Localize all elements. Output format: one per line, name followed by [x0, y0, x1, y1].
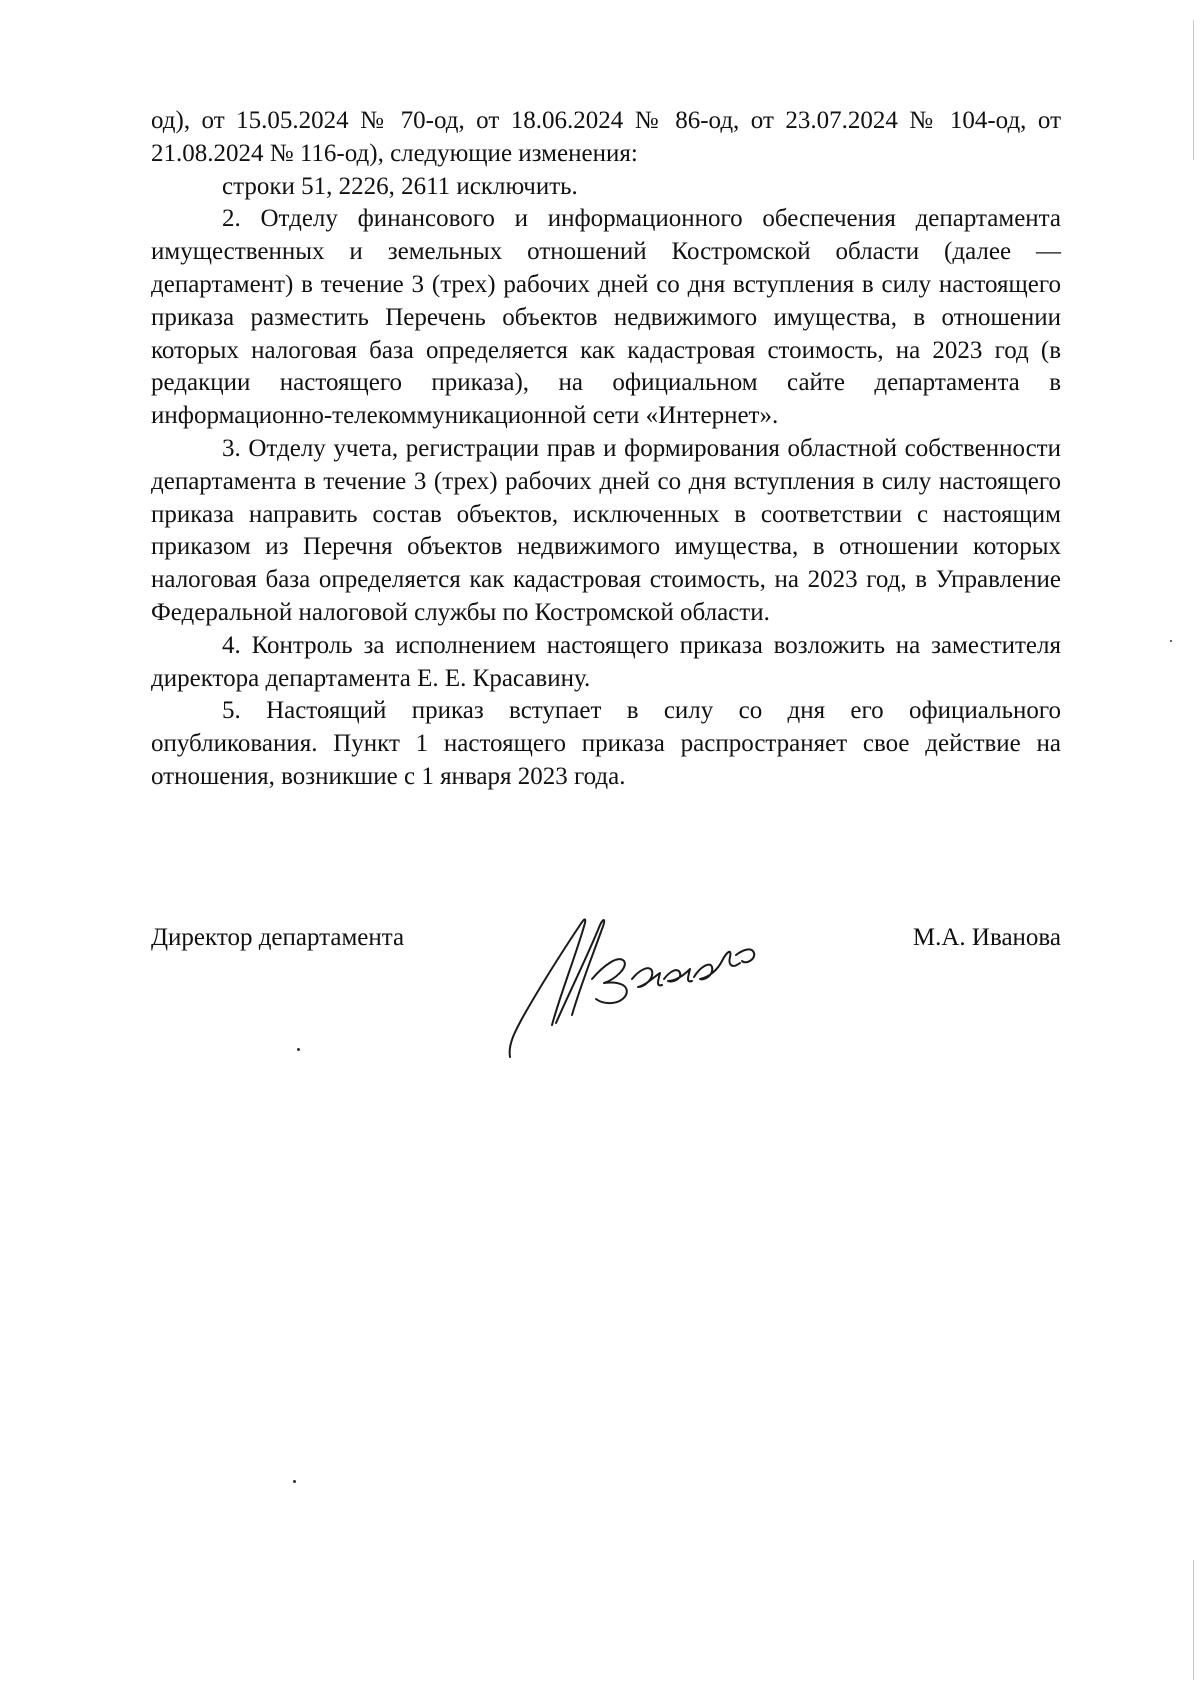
signature-stroke — [736, 949, 754, 962]
signature-stroke — [556, 920, 604, 1023]
handwritten-signature — [500, 895, 770, 1075]
position-title: Директор департамента — [151, 924, 405, 951]
signature-stroke — [694, 952, 740, 980]
document-body — [151, 105, 1061, 794]
scan-edge-line — [1193, 1560, 1194, 1680]
paragraph-2: 2. Отделу финансового и информационного обеспечения департамента имущественных и земельных отношений Костромской области (далее — департамент) в течение 3 (трех) рабочих дней со дня вступления в силу настоящего приказа разместить Перечень объектов недвижимого имущества, в отношении которых налоговая база определяется как кадастровая стоимость, на 2023 год (в редакции настоящего приказа), на официальном сайте департамента в информационно-телекоммуникационной сети «Интернет». — [151, 205, 1061, 430]
paragraph-3: 3. Отделу учета, регистрации прав и формирования областной собственности департамента в течение 3 (трех) рабочих дней со дня вступления в силу настоящего приказа направить состав объектов, исключенных в соответствии с настоящим приказом из Перечня объектов недвижимого имущества, в отношении которых налоговая база определяется как кадастровая стоимость, на 2023 год, в Управление Федеральной налоговой службы по Костромской области. — [151, 434, 1061, 626]
paragraph-5: 5. Настоящий приказ вступает в силу со дня его официального опубликования. Пункт 1 настоящего приказа распространяет свое действие на отношения, возникшие с 1 января 2023 года. — [151, 697, 1061, 790]
paragraph-1-action: строки 51, 2226, 2611 исключить. — [222, 172, 578, 200]
signatory-name: М.А. Иванова — [912, 924, 1061, 951]
signature-stroke — [664, 969, 692, 982]
scan-speck — [293, 1480, 296, 1483]
scan-speck — [297, 1048, 300, 1051]
paragraph-1-continuation: од), от 15.05.2024 № 70-од, от 18.06.2024 № 86-од, от 23.07.2024 № 104-од, от 21.08.2024 № 116-од), следующие изменения: — [151, 107, 1061, 167]
scan-edge-line — [1193, 20, 1194, 160]
scan-speck — [1170, 640, 1172, 642]
signature-stroke — [510, 919, 586, 1057]
signature-stroke — [632, 968, 662, 987]
signature-stroke — [592, 959, 627, 1003]
paragraph-4: 4. Контроль за исполнением настоящего приказа возложить на заместителя директора департамента Е. Е. Красавину. — [151, 631, 1061, 692]
